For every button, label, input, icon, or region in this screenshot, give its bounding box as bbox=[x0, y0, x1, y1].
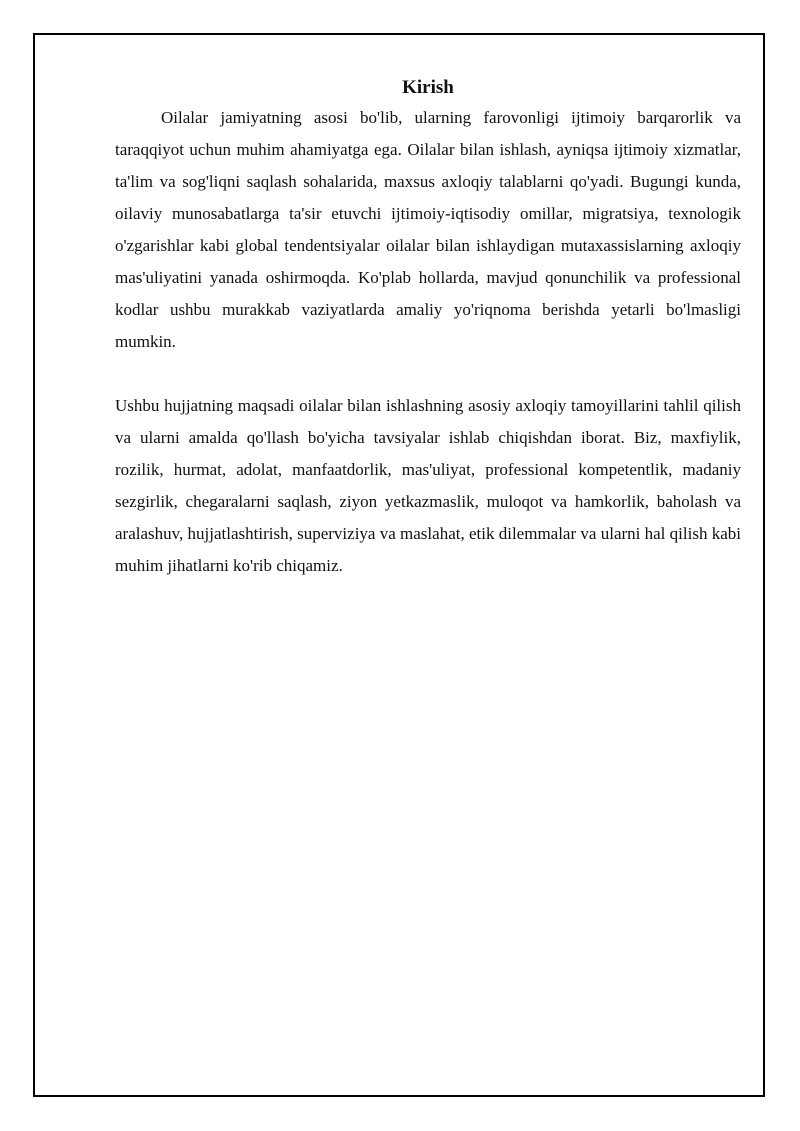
document-title: Kirish bbox=[402, 77, 454, 98]
document-body bbox=[115, 74, 741, 582]
paragraph-purpose: Ushbu hujjatning maqsadi oilalar bilan ishlashning asosiy axloqiy tamoyillarini tahlil qilish va ularni amalda qo'llash bo'yicha tavsiyalar ishlab chiqishdan iborat. Biz, maxfiylik, rozilik, hurmat, adolat, manfaatdorlik, mas'uliyat, professional kompetentlik, madaniy sezgirlik, chegaralarni saqlash, ziyon yetkazmaslik, muloqot va hamkorlik, baholash va aralashuv, hujjatlashtirish, superviziya va maslahat, etik dilemmalar va ularni hal qilish kabi muhim jihatlarni ko'rib chiqamiz. bbox=[115, 396, 741, 575]
paragraph-spacer bbox=[115, 358, 741, 390]
paragraph-introduction: Oilalar jamiyatning asosi bo'lib, ularning farovonligi ijtimoiy barqarorlik va taraqqiyot uchun muhim ahamiyatga ega. Oilalar bilan ishlash, ayniqsa ijtimoiy xizmatlar, ta'lim va sog'liqni saqlash sohalarida, maxsus axloqiy talablarni qo'yadi. Bugungi kunda, oilaviy munosabatlarga ta'sir etuvchi ijtimoiy-iqtisodiy omillar, migratsiya, texnologik o'zgarishlar kabi global tendentsiyalar oilalar bilan ishlaydigan mutaxassislarning axloqiy mas'uliyatini yanada oshirmoqda. Ko'plab hollarda, mavjud qonunchilik va professional kodlar ushbu murakkab vaziyatlarda amaliy yo'riqnoma berishda yetarli bo'lmasligi mumkin. bbox=[115, 108, 741, 351]
